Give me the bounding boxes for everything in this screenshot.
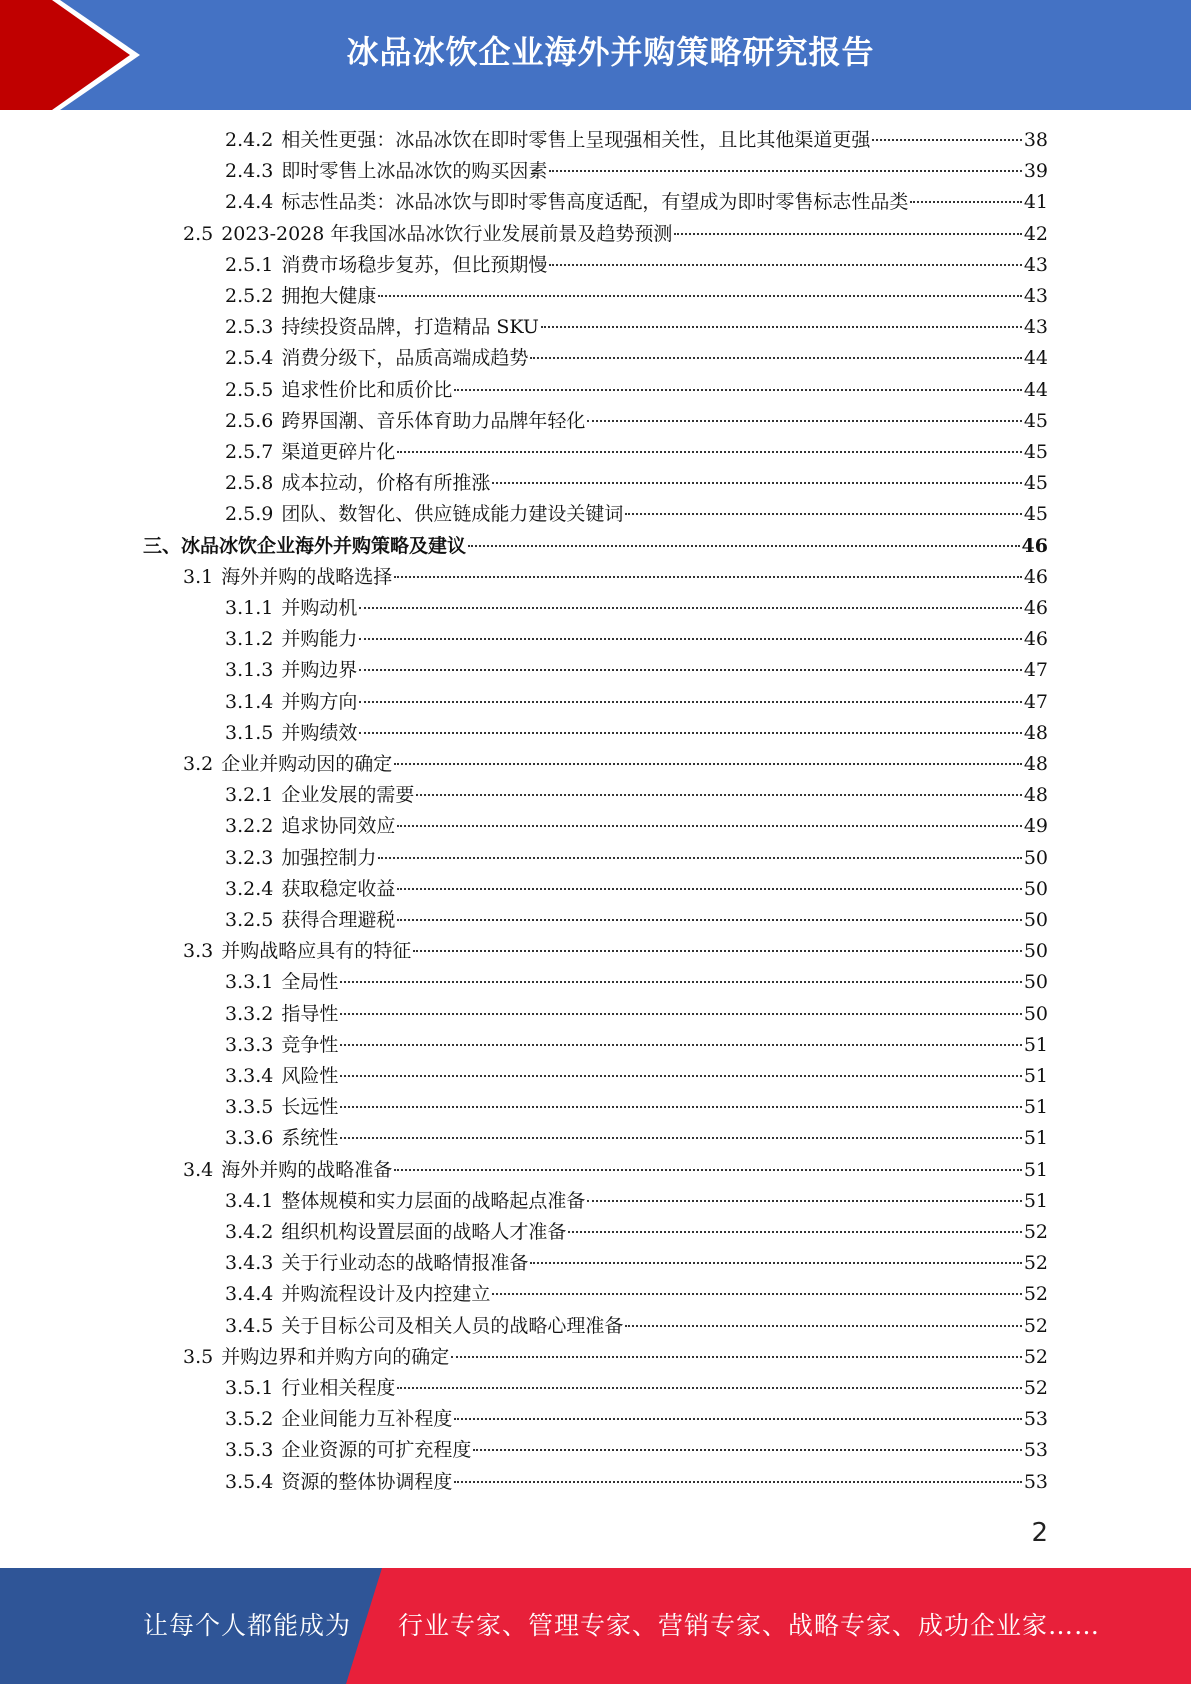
toc-entry-page: 45 [1023,472,1048,495]
toc-entry[interactable] [225,624,1048,655]
toc-entry-page: 53 [1023,1408,1048,1431]
toc-entry-page: 45 [1023,409,1048,432]
toc-entry[interactable] [225,999,1048,1030]
toc-entry-number: 3.2.2 [225,815,274,838]
toc-entry-page: 52 [1023,1283,1048,1306]
toc-entry[interactable] [225,655,1048,686]
toc-entry-page: 51 [1023,1189,1048,1212]
toc-entry[interactable] [183,1342,1048,1373]
toc-entry-number: 2.4.4 [225,191,274,214]
toc-entry-page: 50 [1023,1002,1048,1025]
toc-entry-title: 并购边界和并购方向的确定 [221,1345,450,1368]
toc-entry-number: 3.2.5 [225,909,274,931]
toc-entry[interactable] [183,219,1048,250]
toc-entry-page: 46 [1023,628,1048,651]
toc-dot-leader [359,732,1021,734]
toc-entry-title: 行业相关程度 [281,1377,396,1399]
toc-entry-title: 跨界国潮、音乐体育助力品牌年轻化 [281,409,586,432]
toc-entry-number: 3.5 [183,1345,214,1368]
toc-entry-number: 3.3 [183,940,214,963]
toc-entry[interactable] [225,1279,1048,1310]
toc-entry-number: 3.4.4 [225,1283,274,1306]
toc-entry-page: 44 [1023,347,1048,370]
toc-entry-number: 3.1.5 [225,721,274,744]
toc-entry-number: 3.3.2 [225,1002,274,1025]
toc-entry-number: 3.4.3 [225,1252,274,1275]
toc-entry-title: 并购绩效 [281,721,358,744]
toc-entry-title: 海外并购的战略准备 [221,1158,393,1181]
toc-entry-number: 3.3.6 [225,1127,274,1150]
toc-entry-page: 53 [1023,1470,1048,1493]
toc-entry[interactable] [225,1248,1048,1279]
toc-dot-leader [397,451,1021,453]
toc-entry-number: 3.3.4 [225,1065,274,1087]
toc-entry-title: 拥抱大健康 [281,285,377,307]
toc-entry-title: 并购战略应具有的特征 [221,940,412,963]
toc-entry-page: 51 [1023,1033,1048,1056]
toc-entry[interactable] [183,562,1048,593]
toc-entry-title: 企业资源的可扩充程度 [281,1439,472,1462]
toc-dot-leader [397,888,1021,890]
toc-entry[interactable] [225,156,1048,187]
toc-entry-number: 2.5.7 [225,441,274,463]
toc-dot-leader [340,1013,1021,1015]
toc-entry-title: 指导性 [281,1002,339,1025]
toc-entry[interactable] [225,874,1048,905]
toc-dot-leader [413,950,1022,952]
toc-entry-title: 并购边界 [281,659,358,682]
toc-dot-leader [416,794,1021,796]
toc-entry[interactable] [143,531,1048,562]
toc-entry[interactable] [225,1404,1048,1435]
toc-entry-number: 3.5.4 [225,1470,274,1493]
toc-dot-leader [340,1075,1021,1077]
toc-entry-title: 整体规模和实力层面的战略起点准备 [281,1189,586,1212]
page-footer [0,1568,1191,1684]
toc-entry[interactable] [225,312,1048,343]
toc-entry-page: 51 [1023,1158,1048,1181]
toc-entry-title: 加强控制力 [281,846,377,869]
toc-entry-title: 资源的整体协调程度 [281,1470,453,1493]
toc-dot-leader [492,1293,1021,1295]
toc-entry-page: 46 [1023,597,1048,619]
toc-dot-leader [541,326,1022,328]
toc-dot-leader [359,669,1021,671]
toc-entry-page: 48 [1023,753,1048,775]
toc-dot-leader [340,1137,1021,1139]
toc-entry[interactable] [225,811,1048,842]
toc-entry-number: 2.5 [183,222,214,245]
toc-entry-title: 团队、数智化、供应链成能力建设关键词 [281,503,624,526]
toc-dot-leader [394,576,1022,578]
toc-entry-number: 3.3.3 [225,1033,274,1056]
toc-entry-title: 竞争性 [281,1033,339,1056]
toc-entry-title: 持续投资品牌，打造精品 SKU [281,316,539,339]
toc-entry[interactable] [225,718,1048,749]
toc-entry-page: 49 [1023,815,1048,838]
toc-entry[interactable] [225,593,1048,624]
toc-dot-leader [359,638,1021,640]
toc-entry-page: 52 [1023,1345,1048,1368]
toc-entry-title: 相关性更强：冰品冰饮在即时零售上呈现强相关性，且比其他渠道更强 [281,129,871,151]
toc-entry-page: 42 [1023,222,1048,245]
toc-dot-leader [394,1169,1022,1171]
toc-dot-leader [468,545,1020,547]
toc-entry[interactable] [225,250,1048,281]
toc-entry-number: 3.2 [183,753,214,775]
toc-entry-title: 海外并购的战略选择 [221,565,393,588]
toc-entry-title: 企业发展的需要 [281,784,415,807]
toc-entry-number: 2.5.1 [225,253,274,276]
toc-entry-title: 系统性 [281,1127,339,1150]
toc-entry[interactable] [225,281,1048,312]
toc-entry[interactable] [225,437,1048,468]
toc-entry[interactable] [183,1155,1048,1186]
toc-entry-page: 52 [1023,1377,1048,1399]
toc-entry-page: 52 [1023,1314,1048,1337]
toc-dot-leader [378,295,1021,297]
toc-entry-title: 并购方向 [281,690,358,713]
toc-entry-page: 38 [1023,129,1048,151]
toc-entry-number: 3.4.5 [225,1314,274,1337]
toc-entry-title: 关于目标公司及相关人员的战略心理准备 [281,1314,624,1337]
toc-entry-number: 3.1.3 [225,659,274,682]
toc-entry[interactable] [225,1123,1048,1154]
toc-entry-number: 2.5.9 [225,503,274,526]
toc-entry-number: 3.1.4 [225,690,274,713]
toc-entry[interactable] [225,843,1048,874]
toc-entry-number: 2.5.5 [225,378,274,401]
toc-dot-leader [587,1200,1021,1202]
toc-dot-leader [340,1106,1021,1108]
toc-entry-title: 即时零售上冰品冰饮的购买因素 [281,160,548,183]
toc-dot-leader [451,1356,1022,1358]
toc-dot-leader [910,201,1021,203]
toc-entry[interactable] [225,406,1048,437]
toc-entry[interactable] [225,1373,1048,1404]
toc-entry-title: 并购流程设计及内控建立 [281,1283,491,1306]
toc-entry-number: 3.3.5 [225,1096,274,1119]
toc-entry-title: 获得合理避税 [281,909,396,931]
toc-entry-page: 47 [1023,690,1048,713]
toc-entry-page: 50 [1023,940,1048,963]
toc-entry-page: 50 [1023,909,1048,931]
toc-entry-title: 2023-2028 年我国冰品冰饮行业发展前景及趋势预测 [221,222,673,245]
toc-entry-title: 渠道更碎片化 [281,441,396,463]
toc-entry-title: 消费分级下，品质高端成趋势 [281,347,529,370]
toc-entry-page: 51 [1023,1065,1048,1087]
toc-dot-leader [340,1044,1021,1046]
footer-slogan-left: 让每个人都能成为 [143,1611,352,1640]
toc-entry-title: 追求协同效应 [281,815,396,838]
toc-entry-number: 2.5.4 [225,347,274,370]
toc-entry-number: 2.4.2 [225,129,274,151]
toc-entry-number: 三、 [143,534,182,557]
toc-entry-title: 组织机构设置层面的战略人才准备 [281,1221,567,1243]
toc-dot-leader [359,607,1021,609]
toc-dot-leader [454,1481,1021,1483]
toc-entry-title: 并购动机 [281,597,358,619]
toc-entry-page: 43 [1023,285,1048,307]
toc-entry[interactable] [225,967,1048,998]
toc-entry-page: 52 [1023,1252,1048,1275]
toc-entry[interactable] [225,187,1048,218]
toc-entry-title: 冰品冰饮企业海外并购策略及建议 [181,534,467,557]
toc-entry[interactable] [225,687,1048,718]
toc-entry[interactable] [225,1311,1048,1342]
toc-entry-page: 48 [1023,721,1048,744]
toc-entry[interactable] [183,749,1048,780]
toc-entry[interactable] [183,936,1048,967]
toc-dot-leader [397,919,1021,921]
toc-entry-page: 53 [1023,1439,1048,1462]
toc-entry-page: 46 [1023,565,1048,588]
toc-entry-title: 并购能力 [281,628,358,651]
report-title: 冰品冰饮企业海外并购策略研究报告 [346,33,875,71]
toc-dot-leader [625,513,1021,515]
toc-entry-title: 全局性 [281,971,339,994]
toc-dot-leader [397,825,1021,827]
toc-dot-leader [359,701,1021,703]
toc-dot-leader [454,389,1021,391]
toc-entry-number: 3.3.1 [225,971,274,994]
toc-entry-number: 2.5.6 [225,409,274,432]
toc-entry-number: 3.2.1 [225,784,274,807]
toc-dot-leader [674,233,1021,235]
toc-entry-page: 45 [1023,503,1048,526]
toc-dot-leader [340,981,1021,983]
toc-dot-leader [587,420,1021,422]
toc-entry[interactable] [225,1435,1048,1466]
toc-dot-leader [549,170,1021,172]
toc-dot-leader [530,357,1021,359]
toc-dot-leader [492,482,1021,484]
page-number: 2 [1031,1518,1048,1548]
toc-dot-leader [454,1418,1021,1420]
toc-entry-page: 52 [1023,1221,1048,1243]
toc-entry-title: 标志性品类：冰品冰饮与即时零售高度适配，有望成为即时零售标志性品类 [281,191,909,214]
toc-entry[interactable] [225,1217,1048,1248]
toc-entry-number: 3.4.2 [225,1221,274,1243]
toc-dot-leader [397,1387,1021,1389]
toc-entry[interactable] [225,375,1048,406]
toc-entry-number: 2.5.3 [225,316,274,339]
toc-dot-leader [394,763,1022,765]
toc-dot-leader [625,1325,1021,1327]
toc-entry[interactable] [225,1092,1048,1123]
toc-entry-title: 长远性 [281,1096,339,1119]
toc-entry-title: 企业间能力互补程度 [281,1408,453,1431]
toc-entry[interactable] [225,343,1048,374]
toc-entry[interactable] [225,1186,1048,1217]
toc-entry-number: 2.5.2 [225,285,274,307]
toc-entry-number: 3.1.1 [225,597,274,619]
toc-entry-number: 3.5.3 [225,1439,274,1462]
toc-entry-page: 50 [1023,971,1048,994]
toc-entry-page: 43 [1023,316,1048,339]
toc-entry-page: 46 [1021,534,1048,557]
toc-entry-number: 3.1.2 [225,628,274,651]
toc-entry-number: 2.5.8 [225,472,274,495]
toc-entry-page: 47 [1023,659,1048,682]
toc-dot-leader [568,1231,1021,1233]
toc-entry-title: 追求性价比和质价比 [281,378,453,401]
toc-dot-leader [378,857,1021,859]
toc-entry-title: 风险性 [281,1065,339,1087]
toc-entry-page: 41 [1023,191,1048,214]
toc-entry-page: 44 [1023,378,1048,401]
toc-entry-page: 48 [1023,784,1048,807]
toc-dot-leader [549,264,1021,266]
toc-entry-title: 获取稳定收益 [281,877,396,900]
toc-entry-number: 3.4 [183,1158,214,1181]
toc-entry-title: 消费市场稳步复苏，但比预期慢 [281,253,548,276]
toc-entry-page: 39 [1023,160,1048,183]
toc-entry[interactable] [225,1061,1048,1092]
toc-entry[interactable] [225,1030,1048,1061]
toc-entry-number: 3.4.1 [225,1189,274,1212]
toc-entry-number: 2.4.3 [225,160,274,183]
toc-entry[interactable] [225,780,1048,811]
page-header [0,0,1191,110]
toc-entry[interactable] [225,125,1048,156]
toc-entry-number: 3.1 [183,565,214,588]
toc-entry[interactable] [225,905,1048,936]
toc-entry-page: 50 [1023,877,1048,900]
toc-entry-number: 3.2.3 [225,846,274,869]
toc-dot-leader [473,1449,1021,1451]
toc-entry-title: 企业并购动因的确定 [221,753,393,775]
toc-entry-title: 关于行业动态的战略情报准备 [281,1252,529,1275]
toc-entry-page: 43 [1023,253,1048,276]
toc-entry-number: 3.5.1 [225,1377,274,1399]
toc-entry[interactable] [225,1467,1048,1498]
toc-entry[interactable] [225,499,1048,530]
toc-entry-number: 3.5.2 [225,1408,274,1431]
toc-entry-page: 51 [1023,1127,1048,1150]
toc-entry-page: 45 [1023,441,1048,463]
toc-entry-page: 50 [1023,846,1048,869]
toc-dot-leader [530,1262,1021,1264]
toc-entry[interactable] [225,468,1048,499]
toc-entry-page: 51 [1023,1096,1048,1119]
footer-slogan-right: 行业专家、管理专家、营销专家、战略专家、成功企业家…… [398,1611,1101,1640]
toc-dot-leader [872,139,1021,141]
toc-entry-title: 成本拉动，价格有所推涨 [281,472,491,495]
toc-entry-number: 3.2.4 [225,877,274,900]
